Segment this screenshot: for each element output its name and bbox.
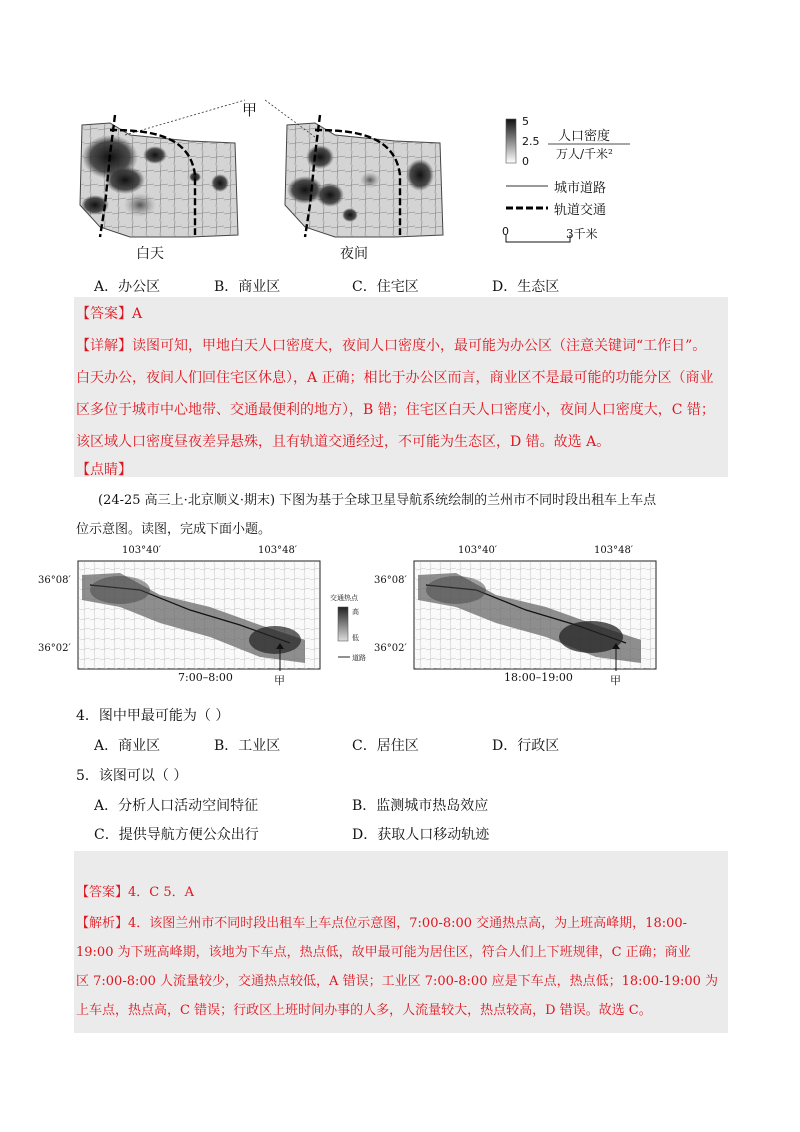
density-maps-graphic <box>70 95 710 265</box>
prev-option-d: D．生态区 <box>492 279 560 295</box>
q5-option-d: D．获取人口移动轨迹 <box>352 827 490 843</box>
q5-option-a: A．分析人口活动空间特征 <box>94 798 259 814</box>
right-lon-1: 103°40′ <box>458 545 498 556</box>
legend-density-unit: 万人/千米² <box>556 147 613 161</box>
detail-line-4: 该区域人口密度昼夜差异悬殊，且有轨道交通经过，不可能为生态区，D 错。故选 A。 <box>76 434 611 450</box>
map-evening <box>414 561 656 671</box>
q5-stem: 5．该图可以（ ） <box>76 768 188 784</box>
scale-zero: 0 <box>502 225 509 238</box>
legend-rail-label: 轨道交通 <box>554 203 607 218</box>
left-lon-2: 103°48′ <box>258 545 298 556</box>
detail-line-1: 【详解】读图可知，甲地白天人口密度大，夜间人口密度小，最可能为办公区（注意关键词“工作日”。 <box>76 338 707 354</box>
legend-scale-min: 0 <box>522 155 529 168</box>
legend-road-label: 城市道路 <box>554 181 607 196</box>
legend-road: 道路 <box>352 654 366 662</box>
taxi-figure <box>38 545 670 687</box>
intro-line-1: (24-25 高三上·北京顺义·期末) 下图为基于全球卫星导航系统绘制的兰州市不同时段出租车上车点 <box>98 493 657 508</box>
legend-high: 高 <box>352 608 359 616</box>
night-caption: 夜间 <box>340 246 368 262</box>
scale-distance: 3千米 <box>566 227 598 241</box>
detail-line-3: 区多位于城市中心地带、交通最便利的地方），B 错；住宅区白天人口密度小，夜间人口密度大，C 错； <box>76 402 715 418</box>
q5-option-b: B．监测城市热岛效应 <box>352 798 489 814</box>
q5-option-c: C．提供导航方便公众出行 <box>94 827 259 843</box>
legend-scale-max: 5 <box>522 115 529 128</box>
prev-option-b: B．商业区 <box>214 279 281 295</box>
answer-1: 【答案】A <box>76 306 143 322</box>
day-map <box>80 100 245 237</box>
legend-low: 低 <box>352 634 359 642</box>
analysis-line-2: 19:00 为下班高峰期，该地为下车点，热点低，故甲最可能为居住区，符合人们上下班规律，C 正确；商业 <box>76 945 691 960</box>
q4-stem: 4．图中甲最可能为（ ） <box>76 708 230 724</box>
intro-line-2: 位示意图。读图，完成下面小题。 <box>76 522 272 537</box>
q4-option-d: D．行政区 <box>492 738 560 754</box>
night-map <box>265 100 443 237</box>
left-lat-top: 36°08′ <box>38 575 71 586</box>
left-lat-bottom: 36°02′ <box>38 643 71 654</box>
q4-option-c: C．居住区 <box>352 738 419 754</box>
q4-option-b: B．工业区 <box>214 738 281 754</box>
answer-2: 【答案】4．C 5．A <box>76 885 195 900</box>
point-tag: 【点睛】 <box>76 462 132 478</box>
day-caption: 白天 <box>136 246 164 262</box>
left-callout: 甲 <box>274 674 285 687</box>
legend-title: 交通热点 <box>330 594 358 602</box>
prev-option-a: A．办公区 <box>94 279 161 295</box>
left-time: 7:00–8:00 <box>178 671 233 684</box>
right-callout: 甲 <box>610 674 621 687</box>
taxi-maps-graphic <box>60 545 670 687</box>
prev-option-c: C．住宅区 <box>352 279 419 295</box>
right-lat-bottom: 36°02′ <box>374 643 407 654</box>
callout-jia: 甲 <box>242 101 258 119</box>
analysis-line-1: 【解析】4．该图兰州市不同时段出租车上车点位示意图，7:00-8:00 交通热点高，为上班高峰期，18:00- <box>76 916 688 931</box>
heat-legend <box>338 607 350 657</box>
analysis-line-4: 上车点，热点高，C 错误；行政区上班时间办事的人多，人流量较大，热点较高，D 错误。故选 C。 <box>76 1003 652 1018</box>
right-time: 18:00–19:00 <box>504 671 573 684</box>
map-morning <box>78 561 320 671</box>
legend-scale-mid: 2.5 <box>522 135 540 148</box>
q4-option-a: A．商业区 <box>94 738 161 754</box>
detail-line-2: 白天办公，夜间人们回住宅区休息），A 正确；相比于办公区而言，商业区不是最可能的功能分区（商业 <box>76 370 714 386</box>
analysis-line-3: 区 7:00-8:00 人流量较少，交通热点较低，A 错误；工业区 7:00-8:00 应是下车点，热点低；18:00-19:00 为 <box>76 974 719 989</box>
right-lon-2: 103°48′ <box>594 545 634 556</box>
right-lat-top: 36°08′ <box>374 575 407 586</box>
density-figure <box>70 95 710 265</box>
left-lon-1: 103°40′ <box>122 545 162 556</box>
legend-density-label: 人口密度 <box>558 129 611 144</box>
